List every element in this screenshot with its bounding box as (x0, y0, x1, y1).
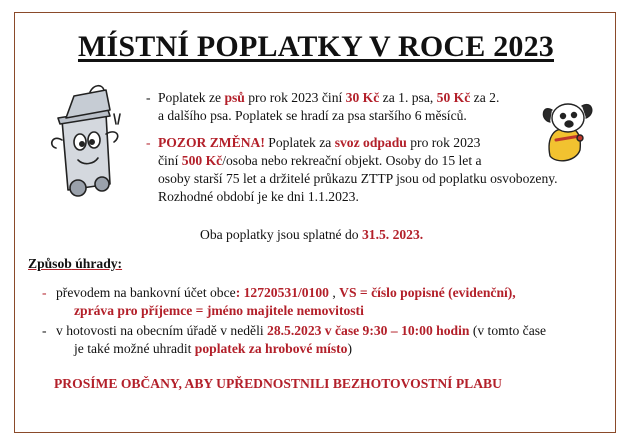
cash-line-2 (74, 340, 352, 357)
cashless-notice: PROSÍME OBČANY, ABY UPŘEDNOSTNILI BEZHOTOVOSTNÍ PLABU (54, 376, 502, 391)
due-date-line (200, 226, 423, 243)
cash-text: (v tomto čase (469, 323, 547, 338)
waste-fee-warning: POZOR ZMĚNA! (158, 135, 265, 150)
waste-fee-highlight: svoz odpadu (334, 135, 407, 150)
waste-fee-line-4: Rozhodné období je ke dni 1.1.2023. (158, 189, 359, 204)
variable-symbol-info: VS = číslo popisné (evidenční), (339, 285, 516, 300)
cash-date-time: 28.5.2023 v čase 9:30 – 10:00 hodin (267, 323, 470, 338)
dog-fee-text: pro rok 2023 činí (244, 90, 346, 105)
waste-fee-line-3: osoby starší 75 let a držitelé průkazu ZTTP jsou od poplatku osvobozeny. (158, 171, 558, 186)
waste-fee-bullet: - (146, 135, 151, 150)
payment-message-info: zpráva pro příjemce = jméno majitele nemovitosti (74, 303, 364, 318)
waste-fee-text: /osoba nebo rekreační objekt. Osoby do 15 let a (222, 153, 482, 168)
due-date-value: 31.5. 2023. (361, 227, 424, 242)
cash-bullet: - (42, 323, 47, 338)
transfer-text: , (328, 285, 340, 300)
cash-text: ) (347, 341, 353, 356)
dog-illustration (536, 96, 600, 166)
transfer-bullet: - (42, 285, 47, 300)
payment-heading (28, 256, 122, 272)
dog-fee-line-1 (158, 89, 499, 106)
cash-line-1 (56, 322, 546, 339)
payment-heading-text: Způsob (28, 256, 72, 271)
cash-text: je také možné uhradit (74, 341, 195, 356)
dog-fee-amount-1: 30 Kč (345, 90, 380, 105)
transfer-line-2 (74, 302, 364, 319)
waste-fee-amount: 500 Kč (181, 153, 223, 168)
waste-bin-illustration (44, 84, 130, 204)
dog-fee-text: za 1. psa, (379, 90, 437, 105)
dog-fee-highlight: psů (224, 90, 245, 105)
cash-text: v hotovosti na obecním úřadě v neděli (56, 323, 268, 338)
waste-fee-text: činí (158, 153, 182, 168)
document-frame (14, 12, 616, 433)
dog-fee-bullet: - (146, 90, 151, 105)
payment-heading-text: úhrady: (71, 256, 123, 271)
waste-fee-text: Poplatek za (264, 135, 335, 150)
dog-fee-line-2: a dalšího psa. Poplatek se hradí za psa staršího 6 měsíců. (158, 108, 467, 123)
page-title: MÍSTNÍ POPLATKY V ROCE 2023 (77, 30, 554, 63)
waste-fee-line-1 (158, 134, 480, 151)
waste-fee-text: pro rok 2023 (406, 135, 481, 150)
bank-account-number: : 12720531/0100 (235, 285, 329, 300)
dog-fee-amount-2: 50 Kč (436, 90, 471, 105)
dog-fee-text: za 2. (470, 90, 500, 105)
dog-fee-text: Poplatek ze (158, 90, 225, 105)
transfer-line-1 (56, 284, 516, 301)
transfer-text: převodem na bankovní účet obce (56, 285, 236, 300)
due-date-text: Oba poplatky jsou splatné do (200, 227, 362, 242)
waste-fee-line-2 (158, 152, 482, 169)
grave-fee-highlight: poplatek za hrobové místo (194, 341, 348, 356)
